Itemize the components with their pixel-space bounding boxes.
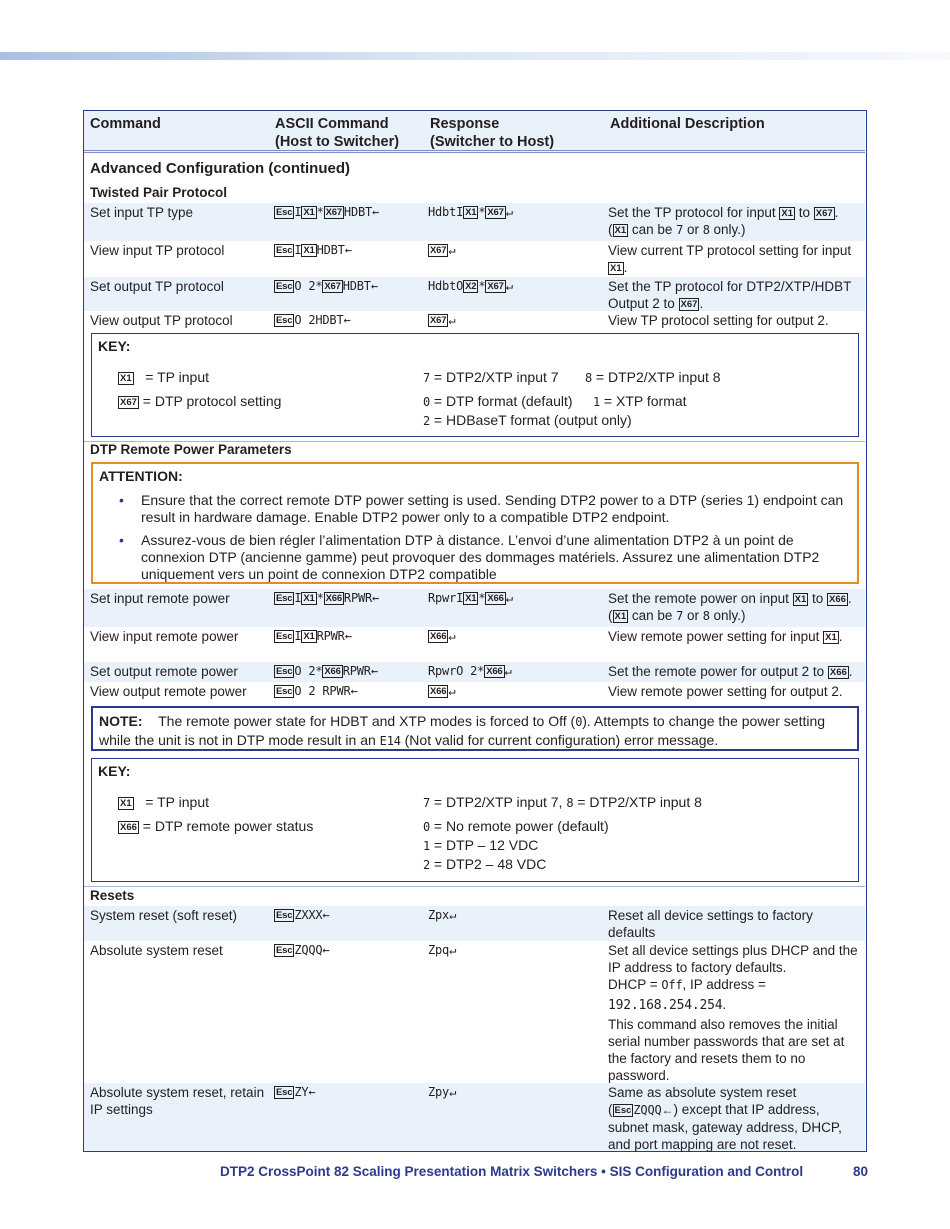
key-item: X1 = TP input [120,794,209,810]
section-advanced: Advanced Configuration (continued) [90,160,350,177]
table-row [84,311,865,331]
return-arrow-icon: ↵ [505,279,513,293]
description: Set the TP protocol for DTP2/XTP/HDBT Output 2 to X67 . [608,279,852,311]
response: RpwrI X1 * X66 ↵ [428,591,513,605]
left-arrow-icon: ← [344,629,352,643]
page-number: 80 [852,1164,868,1179]
key-item: 1 = DTP – 12 VDC [423,837,539,853]
command-name: Set output remote power [90,664,238,679]
description: Set the remote power on input X1 to X66 . ( X1 can be 7 or 8 only.) [608,591,852,623]
return-arrow-icon: ↵ [448,313,456,327]
description-line: 192.168.254.254. [608,997,727,1013]
key-item: 7 = DTP2/XTP input 7 [423,369,559,385]
table-row [84,1083,865,1151]
table-header [84,111,865,153]
command-name: View output TP protocol [90,313,233,328]
header-response: Response (Switcher to Host) [430,116,555,150]
command-name: Absolute system reset [90,943,223,958]
page-footer [220,1164,868,1179]
section-dtp: DTP Remote Power Parameters [90,442,292,457]
attention-bullet: Ensure that the correct remote DTP power setting is used. Sending DTP2 power to a DTP (series 1) endpoint can result in hardware damage. Enable DTP2 power only to a compatible DTP2 endpoint. [141,492,844,525]
description: Reset all device settings to factory defaults [608,908,813,940]
key-item: X66 = DTP remote power status [120,818,314,834]
response: Zpq↵ [428,943,457,957]
left-arrow-icon: ← [372,205,380,219]
key-item: 7 = DTP2/XTP input 7, 8 = DTP2/XTP input 8 [423,794,702,810]
ascii-command: Esc O 2* X67 HDBT← [276,279,378,293]
left-arrow-icon: ← [372,591,380,605]
description: View remote power setting for output 2. [608,684,843,699]
bullet-icon: • [119,492,124,508]
header-ascii: ASCII Command (Host to Switcher) [275,116,400,150]
response: Zpy↵ [428,1085,457,1099]
top-gradient-bar [0,52,950,60]
table-row [84,277,865,311]
command-name: View input remote power [90,629,239,644]
description-line: DHCP = Off, IP address = [608,977,766,992]
key-title: KEY: [98,763,131,779]
response: X66 ↵ [430,684,456,698]
command-table [83,110,867,1152]
left-arrow-icon: ← [661,1103,674,1117]
table-row [84,589,865,627]
return-arrow-icon: ↵ [449,908,457,922]
key-item: X67 = DTP protocol setting [120,393,282,409]
command-name: System reset (soft reset) [90,908,238,923]
left-arrow-icon: ← [370,279,378,293]
description-line: This command also removes the initial serial number passwords that are set at the factory and resets them to no password. [608,1017,845,1083]
description [608,942,860,1084]
description-line: Set all device settings plus DHCP and the IP address to factory defaults. [608,943,858,975]
footer-title: DTP2 CrossPoint 82 Scaling Presentation Matrix Switchers • SIS Configuration and Control [220,1164,804,1179]
response: X67 ↵ [430,243,456,257]
return-arrow-icon: ↵ [448,243,456,257]
ascii-command: Esc I X1 HDBT← [276,243,352,257]
left-arrow-icon: ← [308,1085,316,1099]
command-name: Absolute system reset, retain IP settings [90,1085,265,1117]
attention-bullet: Assurez-vous de bien régler l’alimentation DTP à distance. L’envoi d’une alimentation DTP2 à un point de connexion DTP (ancienne gamme) peut provoquer des dommages matériels. Assurez une alimentation DTP2 uniquement vers un point de connexion DTP2 compatible [141,532,820,582]
bullet-icon: • [119,532,124,548]
left-arrow-icon: ← [343,313,351,327]
header-description: Additional Description [610,116,765,132]
command-name: Set input remote power [90,591,230,606]
ascii-command: Esc O 2* X66 RPWR← [276,664,378,678]
response: HdbtO X2 * X67 ↵ [428,279,513,293]
note-text: NOTE: The remote power state for HDBT and XTP modes is forced to Off (0). Attempts to change the power setting while the unit is not in DTP mode result in an E14 (Not valid for current configuration) error message. [99,713,826,748]
return-arrow-icon: ↵ [448,629,456,643]
divider [84,886,865,887]
response: X67 ↵ [430,313,456,327]
description: View remote power setting for input X1 . [608,629,843,644]
description: Set the TP protocol for input X1 to X67 . ( X1 can be 7 or 8 only.) [608,205,839,237]
ascii-command: Esc O 2 RPWR← [276,684,358,698]
table-row [84,627,865,662]
command-name: Set output TP protocol [90,279,224,294]
description: Same as absolute system reset ( Esc ZQQQ←) except that IP address, subnet mask, gateway address, DHCP, and port mapping are not reset. [608,1085,842,1152]
ascii-command: Esc I X1 * X67 HDBT← [276,205,380,219]
ascii-command: Esc ZQQQ← [276,943,330,957]
header-command: Command [90,116,161,132]
key-item: 2 = HDBaseT format (output only) [423,412,632,428]
return-arrow-icon: ↵ [505,205,513,219]
key-title: KEY: [98,338,131,354]
command-name: View output remote power [90,684,247,699]
ascii-command: Esc ZY← [276,1085,316,1099]
key-item: 8 = DTP2/XTP input 8 [585,369,721,385]
response: Zpx↵ [428,908,457,922]
command-name: View input TP protocol [90,243,225,258]
section-resets: Resets [90,888,135,903]
left-arrow-icon: ← [322,943,330,957]
section-tp: Twisted Pair Protocol [90,185,228,200]
table-row [84,941,865,1083]
ascii-command: Esc ZXXX← [276,908,330,922]
key-item: 2 = DTP2 – 48 VDC [423,856,547,872]
response: HdbtI X1 * X67 ↵ [428,205,513,219]
table-row [84,662,865,682]
ascii-command: Esc I X1 * X66 RPWR← [276,591,380,605]
left-arrow-icon: ← [370,664,378,678]
return-arrow-icon: ↵ [449,1085,457,1099]
description: Set the remote power for output 2 to X66 . [608,664,853,679]
attention-title: ATTENTION: [99,468,183,484]
key-item: X1 = TP input [120,369,209,385]
left-arrow-icon: ← [322,908,330,922]
response: X66 ↵ [430,629,456,643]
response: RpwrO 2* X66 ↵ [428,664,512,678]
table-row [84,906,865,941]
table-row [84,203,865,241]
return-arrow-icon: ↵ [505,591,513,605]
key-box [91,758,859,882]
table-row [84,241,865,277]
attention-box [91,462,859,584]
key-box [91,333,859,437]
description: View TP protocol setting for output 2. [608,313,829,328]
note-box [91,706,859,751]
return-arrow-icon: ↵ [504,664,512,678]
ascii-command: Esc O 2HDBT← [276,313,351,327]
table-row [84,682,865,702]
left-arrow-icon: ← [350,684,358,698]
return-arrow-icon: ↵ [449,943,457,957]
command-name: Set input TP type [90,205,194,220]
return-arrow-icon: ↵ [448,684,456,698]
key-item: 0 = DTP format (default) [423,393,573,409]
description: View current TP protocol setting for input X1 . [608,243,852,275]
left-arrow-icon: ← [344,243,352,257]
key-item: 0 = No remote power (default) [423,818,609,834]
key-item: 1 = XTP format [593,393,687,409]
ascii-command: Esc I X1 RPWR← [276,629,352,643]
